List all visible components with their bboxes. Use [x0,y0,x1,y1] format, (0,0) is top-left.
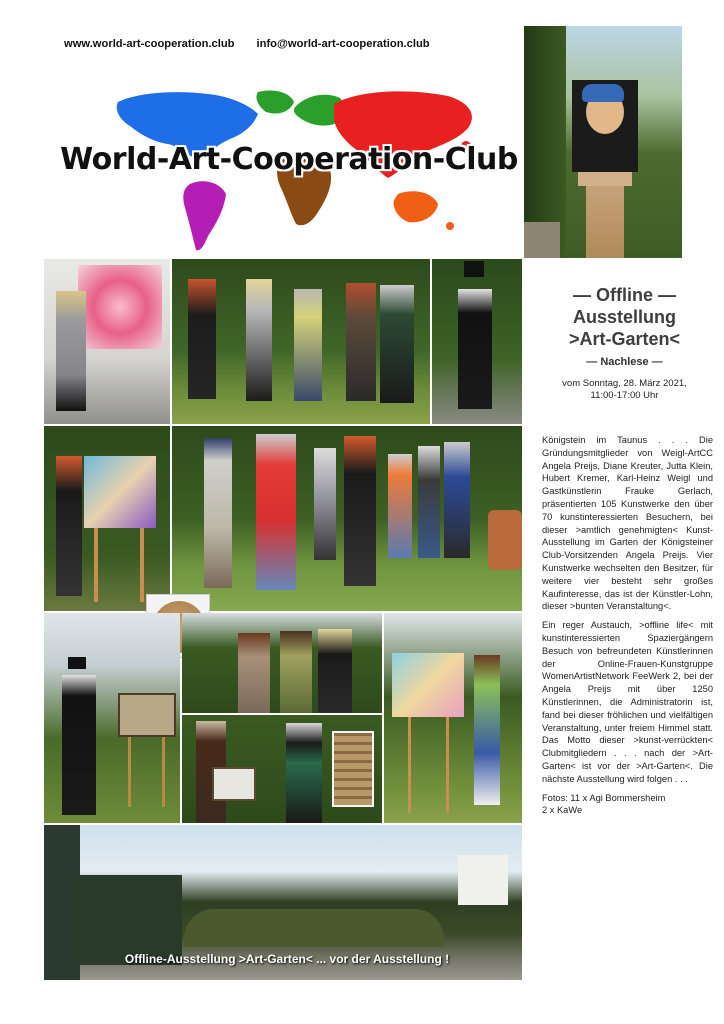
photo-credit-line1: Fotos: 11 x Agi Bommersheim [542,792,666,803]
article-sidebar [527,258,722,978]
photo-three-women-artists [182,613,382,713]
article-body [527,434,722,786]
photo-visitors-in-garden [172,426,522,611]
photo-two-men-with-artworks [182,715,382,823]
photo-artist-with-face-painting [44,426,170,611]
article-title-line1: — Offline — [573,285,676,305]
club-logo [58,84,520,254]
photo-artist-with-pink-painting [44,259,170,424]
garden-panorama-caption: Offline-Ausstellung >Art-Garten< ... vor der Ausstellung ! [124,952,450,966]
article-title-line3: >Art-Garten< [568,329,681,349]
article-date-line1: vom Sonntag, 28. März 2021, [562,378,687,389]
article-title-line2: Ausstellung [572,307,676,327]
photo-credits [527,792,722,818]
logo-title: World-Art-Cooperation-Club [60,142,518,177]
photo-artist-with-pastel-painting [384,613,522,823]
article-paragraph-2: Ein reger Austauch, >offline life< mit kunstinteressierten Spaziergängern Besuch von befreundeten Künstlerinnen der Online-Frauen-Kunstgruppe WomenArtistNetwork FeeWerk 2, bei der Angela Preijs mit über 1250 Künstlerinnen, die Administratorin ist, fand bei dieser fröhlichen und vielfältigen Veranstaltung, unter freiem Himmel statt. Das Motto dieser >kunst-verrückten< Clubmitgliedern . . . nach der >Art-Garten< ist vor der >Art-Garten<. Die nächste Ausstellung wird folgen . . . [542,620,713,784]
article-date [527,378,722,402]
photo-man-top-hat-with-easel [44,613,180,823]
article-date-line2: 11:00-17:00 Uhr [590,390,659,401]
photo-credit-line2: 2 x KaWe [542,805,583,816]
photo-man-with-top-hat [432,259,522,424]
article-subtitle: — Nachlese — [586,356,663,368]
website-link[interactable]: www.world-art-cooperation.club [64,38,235,50]
email-link[interactable]: info@world-art-cooperation.club [256,38,430,50]
article-paragraph-1: Königstein im Taunus . . . Die Gründungsmitglieder von Weigl-ArtCC Angela Preijs, Diane Kreuter, Jutta Klein, Hubert Kremer, Karl-Heinz Weigl und Gastkünstlerin Frauke Gerlach, präsentierten 105 Kunstwerke den über 70 kunstinteressierten Besuchern, bei dieser >amtlich genehmigten< Kunst-Ausstellung im Garten der Königsteiner Club-Vorsitzenden Angela Preijs. Vier Kunstwerke wechselten den Besitzer, für weitere vier besteht sehr großes Kaufinteresse, das ist der Künstler-Lohn, dieser >bunten Veranstaltung<. [542,435,713,612]
header-links [64,38,524,50]
photo-group-of-artists-hedge [172,259,430,424]
photo-girl-pearl-on-column [524,26,682,258]
article-title [527,284,722,350]
